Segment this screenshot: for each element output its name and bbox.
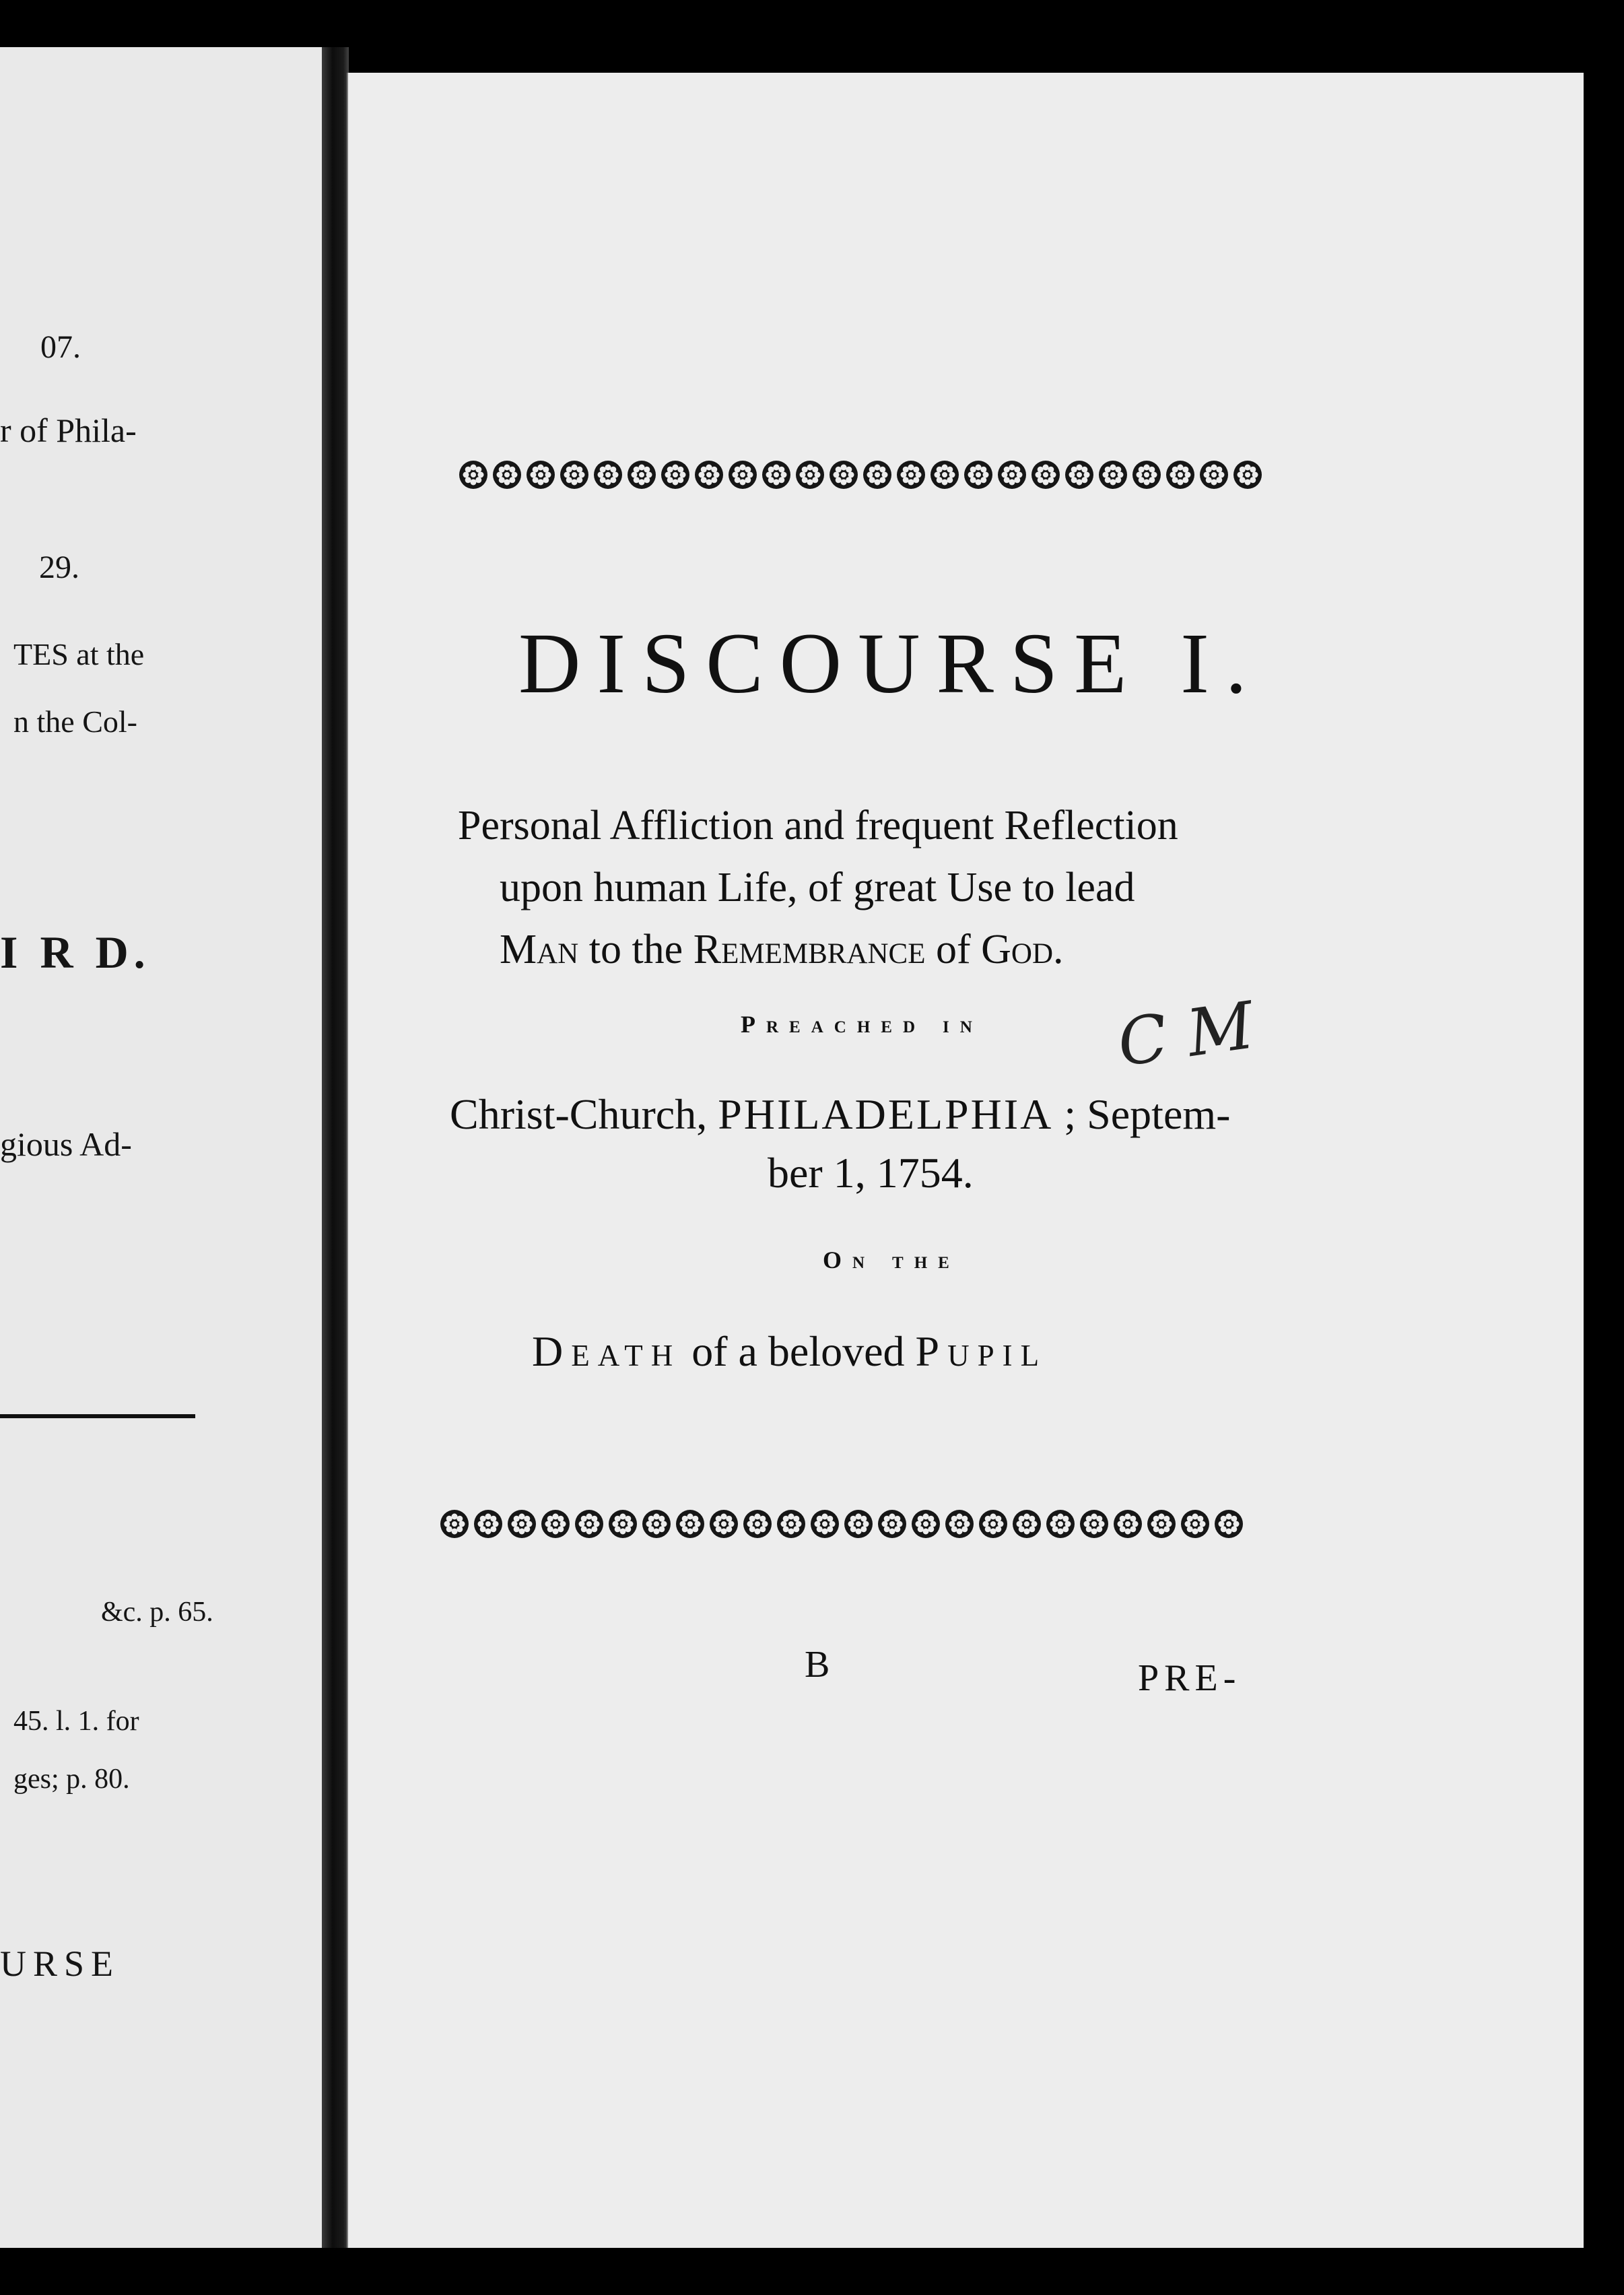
ornament-rosette-icon [726, 458, 759, 492]
ornament-rosette-icon [490, 458, 524, 492]
subtitle-line-1: Personal Affliction and frequent Reflection [458, 803, 1178, 849]
scan-border-right [1584, 0, 1624, 2295]
church-line [450, 1090, 1230, 1139]
ornament-rosette-icon [640, 1507, 673, 1541]
ornament-rosette-icon [524, 458, 557, 492]
signature-mark: B [805, 1644, 830, 1686]
ornament-band-top [456, 458, 1264, 492]
subtitle-god: God. [981, 927, 1064, 972]
scan-border-top [0, 0, 1624, 47]
ornament-rosette-icon [943, 1507, 976, 1541]
ornament-rosette-icon [438, 1507, 471, 1541]
ornament-rosette-icon [1077, 1507, 1111, 1541]
ornament-band-bottom [438, 1507, 1246, 1541]
ornament-rosette-icon [909, 1507, 943, 1541]
ornament-rosette-icon [1231, 458, 1264, 492]
ornament-rosette-icon [557, 458, 591, 492]
church-tail: ; Septem- [1064, 1090, 1231, 1138]
left-fragment-4: TES at the [13, 637, 145, 671]
left-fragment-11: URSE [0, 1943, 121, 1984]
ornament-rosette-icon [1096, 458, 1130, 492]
catchword: PRE- [1138, 1657, 1242, 1699]
ornament-rosette-icon [1062, 458, 1096, 492]
subtitle-to-the: to the [588, 927, 683, 972]
ornament-rosette-icon [961, 458, 995, 492]
ornament-rosette-icon [1197, 458, 1231, 492]
left-fragment-9: 45. l. 1. for [13, 1706, 139, 1737]
ornament-rosette-icon [625, 458, 658, 492]
scan-border-bottom [0, 2248, 1624, 2295]
ornament-rosette-icon [539, 1507, 572, 1541]
ornament-rosette-icon [505, 1507, 539, 1541]
ornament-rosette-icon [842, 1507, 875, 1541]
ornament-rosette-icon [1029, 458, 1062, 492]
left-fragment-1: 07. [40, 329, 81, 365]
ornament-rosette-icon [692, 458, 726, 492]
ornament-rosette-icon [591, 458, 625, 492]
ornament-rosette-icon [572, 1507, 606, 1541]
left-fragment-6: I R D. [0, 927, 151, 978]
book-gutter [322, 47, 349, 2249]
ornament-rosette-icon [875, 1507, 909, 1541]
ornament-rosette-icon [456, 458, 490, 492]
ornament-rosette-icon [1178, 1507, 1212, 1541]
ornament-rosette-icon [774, 1507, 808, 1541]
left-fragment-5: n the Col- [13, 704, 137, 739]
left-page-rule [0, 1414, 195, 1418]
ornament-rosette-icon [1010, 1507, 1044, 1541]
left-fragment-3: 29. [39, 550, 79, 585]
ornament-rosette-icon [1145, 1507, 1178, 1541]
ornament-rosette-icon [759, 458, 793, 492]
ornament-rosette-icon [673, 1507, 707, 1541]
discourse-heading: DISCOURSE I. [518, 616, 1263, 711]
pupil-word: Pupil [915, 1327, 1048, 1375]
ornament-rosette-icon [1212, 1507, 1246, 1541]
ornament-rosette-icon [928, 458, 961, 492]
ornament-rosette-icon [471, 1507, 505, 1541]
sermon-date: ber 1, 1754. [768, 1149, 974, 1197]
left-fragment-2: r of Phila- [0, 411, 137, 449]
preached-in-label: Preached in [741, 1011, 983, 1038]
left-fragment-7: gious Ad- [0, 1125, 132, 1163]
ornament-rosette-icon [995, 458, 1029, 492]
subtitle-man: Man [500, 927, 579, 972]
ornament-rosette-icon [707, 1507, 741, 1541]
left-fragment-8: &c. p. 65. [101, 1597, 213, 1628]
on-the-label: On the [823, 1246, 960, 1273]
ornament-rosette-icon [808, 1507, 842, 1541]
ornament-rosette-icon [741, 1507, 774, 1541]
ornament-rosette-icon [1163, 458, 1197, 492]
ornament-rosette-icon [1111, 1507, 1145, 1541]
subtitle-remembrance: Remembrance [693, 927, 926, 972]
ornament-rosette-icon [606, 1507, 640, 1541]
discourse-subtitle [458, 795, 1306, 980]
ornament-rosette-icon [1044, 1507, 1077, 1541]
church-name: Christ-Church, [450, 1090, 708, 1138]
left-facing-page [0, 47, 323, 2248]
death-word: Death [532, 1327, 681, 1375]
ornament-rosette-icon [658, 458, 692, 492]
left-fragment-10: ges; p. 80. [13, 1764, 130, 1795]
ornament-rosette-icon [827, 458, 860, 492]
church-city: PHILADELPHIA [718, 1090, 1054, 1138]
subtitle-of: of [936, 927, 971, 972]
death-middle: of a beloved [691, 1327, 905, 1375]
subtitle-line-3 [458, 919, 1306, 980]
death-line [532, 1327, 1047, 1376]
ornament-rosette-icon [976, 1507, 1010, 1541]
ornament-rosette-icon [894, 458, 928, 492]
ornament-rosette-icon [860, 458, 894, 492]
ornament-rosette-icon [1130, 458, 1163, 492]
ornament-rosette-icon [793, 458, 827, 492]
handwritten-signature: C M [1113, 987, 1259, 1082]
subtitle-line-2: upon human Life, of great Use to lead [500, 865, 1135, 910]
